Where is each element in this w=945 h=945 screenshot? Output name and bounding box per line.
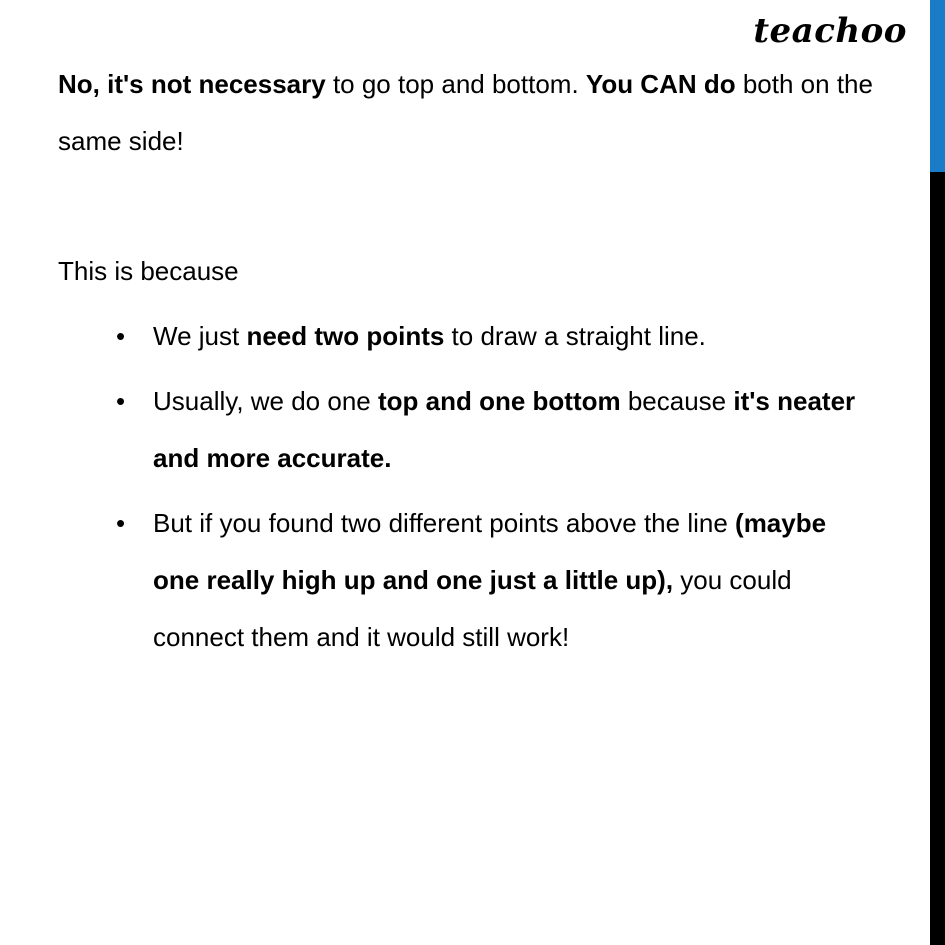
bullet-2-bold-2: it's neater and more accurate. [153,386,856,473]
bullet-item-1 [58,308,878,365]
bullet-list [58,308,878,666]
bullet-icon: • [116,321,126,351]
intro-bold-2: You CAN do [585,69,736,99]
bullet-2-text-a: Usually, we do one [153,386,378,416]
bullet-icon: • [116,386,126,416]
bullet-1-text-a: We just [153,321,247,351]
bullet-1-bold: need two points [246,321,445,351]
bullet-1-text-c: to draw a straight line. [444,321,706,351]
intro-text-2: both on the same side! [58,69,873,156]
bullet-3-bold: (maybe one really high up and one just a little up), [153,508,827,595]
bullet-2-bold-1: top and one bottom [377,386,621,416]
bullet-icon: • [116,508,126,538]
bullet-2-text-c: because [620,386,734,416]
accent-bar-blue [930,0,945,172]
intro-paragraph [58,56,878,170]
intro-bold-1: No, it's not necessary [58,69,326,99]
bullet-item-3 [58,495,878,666]
lead-in-text: This is because [58,256,239,286]
accent-bar-black [930,172,945,945]
slide-content [58,56,878,674]
bullet-3-text-c: you could connect them and it would still work! [153,565,792,652]
bullet-item-2 [58,373,878,487]
spacer [58,170,878,243]
teachoo-logo: teachoo [753,11,907,51]
intro-text-1: to go top and bottom. [325,69,586,99]
bullet-3-text-a: But if you found two different points above the line [153,508,736,538]
